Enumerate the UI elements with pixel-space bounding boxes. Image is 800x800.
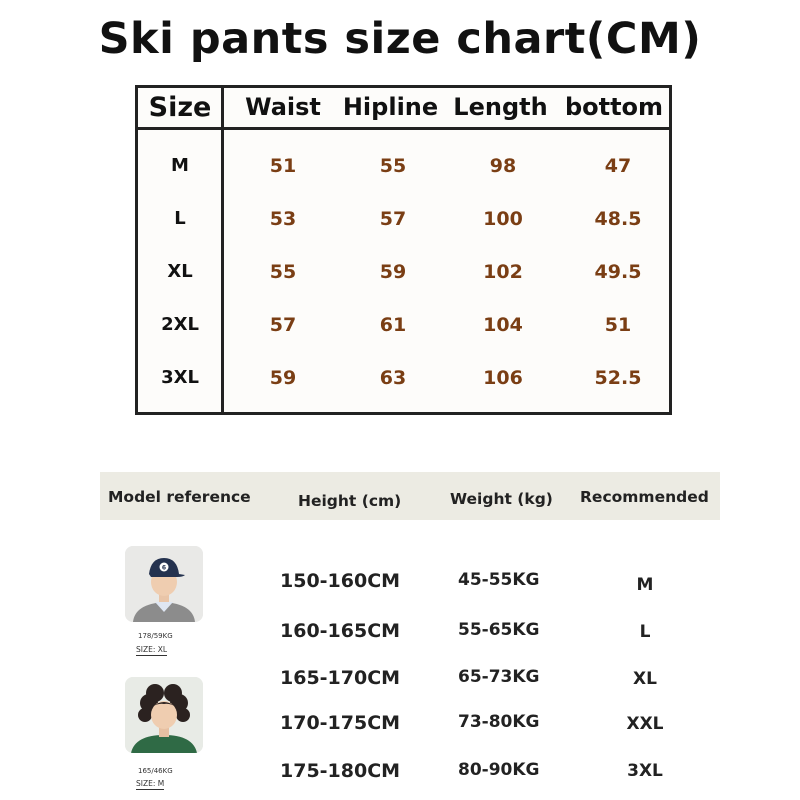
table-row (0, 760, 800, 800)
model-male-size: SIZE: XL (136, 645, 168, 654)
header-weight: Weight (kg) (450, 490, 553, 508)
table-row (0, 712, 800, 752)
length-cell: 104 (483, 314, 523, 336)
table-row (138, 140, 669, 192)
waist-cell: 53 (269, 208, 297, 230)
waist-cell: 57 (269, 314, 297, 336)
size-table (135, 85, 672, 415)
recommended-cell: L (639, 622, 651, 642)
length-cell: 98 (489, 155, 517, 177)
waist-cell: 55 (269, 261, 297, 283)
header-size: Size (148, 92, 212, 123)
size-table-header (138, 88, 669, 130)
size-cell: L (174, 208, 186, 229)
height-cell: 175-180CM (280, 760, 401, 782)
table-row (138, 352, 669, 404)
page-title: Ski pants size chart(CM) (98, 14, 702, 64)
height-cell: 170-175CM (280, 712, 401, 734)
table-row (138, 246, 669, 298)
model-female-size: SIZE: M (136, 779, 165, 788)
model-table-header (100, 472, 720, 520)
table-row (138, 193, 669, 245)
height-cell: 150-160CM (280, 570, 401, 592)
table-row (0, 620, 800, 660)
recommended-cell: XL (633, 669, 657, 689)
hipline-cell: 63 (379, 367, 407, 389)
header-hipline: Hipline (342, 93, 439, 121)
bottom-cell: 47 (604, 155, 632, 177)
bottom-cell: 52.5 (594, 367, 642, 389)
waist-cell: 51 (269, 155, 297, 177)
weight-cell: 55-65KG (458, 620, 540, 640)
bottom-cell: 48.5 (594, 208, 642, 230)
length-cell: 106 (483, 367, 523, 389)
header-length: Length (453, 93, 548, 121)
table-row (138, 299, 669, 351)
size-cell: 3XL (161, 367, 199, 388)
height-cell: 160-165CM (280, 620, 401, 642)
bottom-cell: 51 (604, 314, 632, 336)
recommended-cell: 3XL (627, 761, 663, 781)
header-model-reference: Model reference (108, 488, 251, 506)
size-cell: 2XL (161, 314, 199, 335)
model-female-caption: 165/46KG (138, 767, 173, 775)
hipline-cell: 57 (379, 208, 407, 230)
length-cell: 100 (483, 208, 523, 230)
table-row (0, 570, 800, 610)
waist-cell: 59 (269, 367, 297, 389)
size-cell: XL (167, 261, 193, 282)
header-recommended: Recommended (580, 488, 709, 506)
model-male-caption: 178/59KG (138, 632, 173, 640)
hipline-cell: 61 (379, 314, 407, 336)
header-height: Height (cm) (298, 492, 402, 510)
bottom-cell: 49.5 (594, 261, 642, 283)
weight-cell: 65-73KG (458, 667, 540, 687)
table-row (0, 667, 800, 707)
weight-cell: 73-80KG (458, 712, 540, 732)
header-bottom: bottom (564, 93, 664, 121)
hipline-cell: 59 (379, 261, 407, 283)
header-waist: Waist (245, 93, 321, 121)
recommended-cell: M (636, 575, 654, 595)
length-cell: 102 (483, 261, 523, 283)
size-cell: M (171, 155, 189, 176)
hipline-cell: 55 (379, 155, 407, 177)
height-cell: 165-170CM (280, 667, 401, 689)
weight-cell: 45-55KG (458, 570, 540, 590)
svg-text:6: 6 (161, 564, 167, 572)
weight-cell: 80-90KG (458, 760, 540, 780)
recommended-cell: XXL (626, 714, 664, 734)
